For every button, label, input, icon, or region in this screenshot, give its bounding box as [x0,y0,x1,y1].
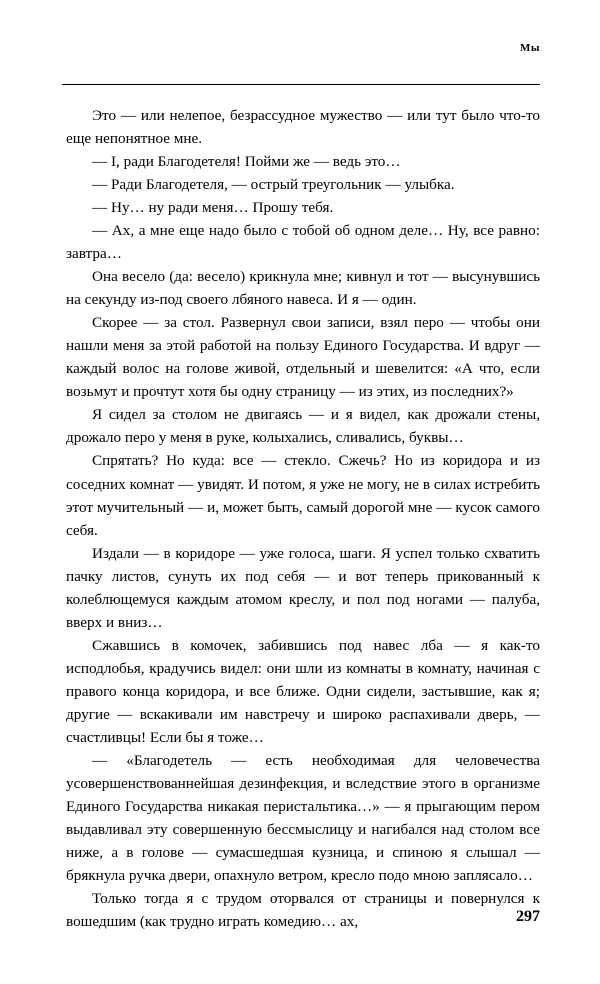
paragraph: — I, ради Благодетеля! Пойми же — ведь это… [92,153,401,171]
paragraph: Скорее — за стол. Развернул свои записи, взял перо — чтобы они нашли меня за этой работой на пользу Единого Государства. И вдруг — каждый волос на голове живой, отдельный и шевелится: «А что, если возьмут и прочтут хотя бы одну страницу — из этих, из последних?» [66,314,540,401]
paragraph: Сжавшись в комочек, забившись под навес лба — я как-то исподлобья, крадучись видел: они шли из комнаты в комнату, начиная с правого конца коридора, и все ближе. Одни сидели, застывшие, как я; другие — вскакивали им навстречу и широко распахивали дверь, — счастливцы! Если бы я тоже… [66,636,540,746]
paragraph: Спрятать? Но куда: все — стекло. Сжечь? Но из коридора и из соседних комнат — увидят. И потом, я уже не могу, не в силах истребить этот мучительный — и, может быть, самый дорогой мне — кусок самого себя. [66,452,540,539]
running-head: Мы [520,42,540,54]
paragraph: — Ах, а мне еще надо было с тобой об одном деле… Ну, все равно: завтра… [66,222,540,263]
page-number: 297 [516,908,540,925]
body-text [66,104,540,933]
paragraph: — Ради Благодетеля, — острый треугольник — улыбка. [92,176,455,194]
paragraph: Это — или нелепое, безрассудное мужество — или тут было что-то еще непонятное мне. [66,107,540,148]
paragraph: Она весело (да: весело) крикнула мне; кивнул и тот — высунувшись на секунду из-под своего лбяного навеса. И я — один. [66,268,540,309]
paragraph: — Ну… ну ради меня… Прошу тебя. [92,199,334,217]
paragraph: — «Благодетель — есть необходимая для человечества усовершенствованнейшая дезинфекция, и вследствие этого в организме Единого Государства никакая перистальтика…» — я прыгающим пером выдавливал эту совершенную бессмыслицу и нагибался над столом все ниже, а в голове — сумасшедшая кузница, и спиною я слышал — брякнула ручка двери, опахнуло ветром, кресло подо мною заплясало… [66,751,540,885]
paragraph: Издали — в коридоре — уже голоса, шаги. Я успел только схватить пачку листов, сунуть их под себя — и вот теперь прикованный к колеблющемуся каждым атомом креслу, и пол под ногами — палуба, вверх и вниз… [66,544,540,631]
paragraph: Только тогда я с трудом оторвался от страницы и повернулся к вошедшим (как трудно играть комедию… ах, [66,890,540,931]
header-rule [62,84,540,85]
paragraph: Я сидел за столом не двигаясь — и я видел, как дрожали стены, дрожало перо у меня в руке, колыхались, сливались, буквы… [66,406,540,447]
